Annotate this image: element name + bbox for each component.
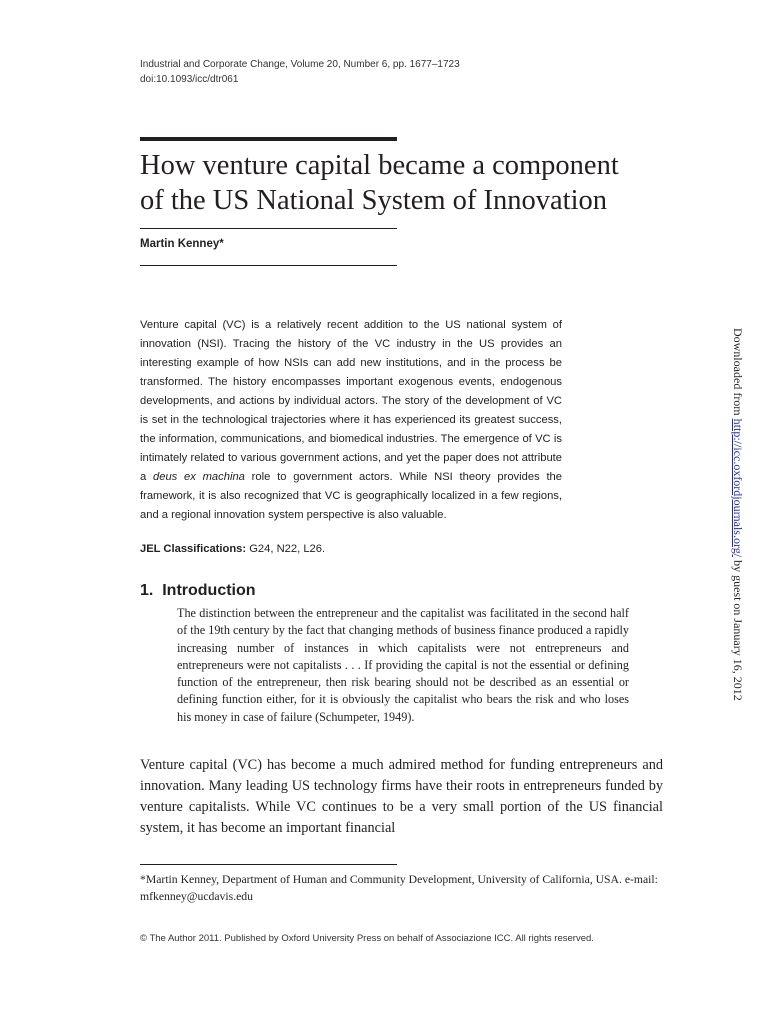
title-line-1: How venture capital became a component xyxy=(140,150,619,181)
abstract-text-1: Venture capital (VC) is a relatively recent addition to the US national system of innovation (NSI). Tracing the history of the VC industry in the US provides an interesting example of how NSIs can add new institutions, and in the process be transformed. The history encompasses important exogenous events, endogenous developments, and actions by individual actors. The story of the development of VC is set in the technological trajectories where it has experienced its greatest success, the information, communications, and biomedical industries. The emergence of VC is intimately related to various government actions, and yet the paper does not attribute a xyxy=(140,319,562,483)
stamp-suffix: by guest on January 16, 2012 xyxy=(731,557,745,701)
journal-line: Industrial and Corporate Change, Volume 20, Number 6, pp. 1677–1723 xyxy=(140,59,460,70)
copyright-notice: © The Author 2011. Published by Oxford University Press on behalf of Associazione ICC. All rights reserved. xyxy=(140,933,594,944)
title-rule xyxy=(140,137,397,141)
abstract xyxy=(140,316,562,525)
stamp-link[interactable]: http://icc.oxfordjournals.org/ xyxy=(731,418,745,558)
footnote-rule xyxy=(140,864,397,865)
abstract-text-2: role to government actors. While NSI theory provides the framework, it is also recognized that VC is geographically localized in a few regions, and a regional innovation system perspective is also valuable. xyxy=(140,471,562,521)
journal-reference xyxy=(140,57,460,87)
jel-label: JEL Classifications: xyxy=(140,543,247,555)
jel-classifications xyxy=(140,541,325,557)
footnote: *Martin Kenney, Department of Human and Community Development, University of California, USA. e-mail: mfkenney@ucdavis.edu xyxy=(140,873,658,903)
body-paragraph: Venture capital (VC) has become a much admired method for funding entrepreneurs and innovation. Many leading US technology firms have their roots in entrepreneurs funded by venture capitalists. While VC continues to be a very small portion of the US financial system, it has become an important financial xyxy=(140,757,663,836)
title-line-2: of the US National System of Innovation xyxy=(140,185,608,216)
jel-codes: G24, N22, L26. xyxy=(249,543,326,555)
epigraph-quote: The distinction between the entrepreneur and the capitalist was facilitated in the second half of the 19th century by the fact that changing methods of business finance produced a rapidly increasing number of instances in which capitalists were not entrepreneurs and entrepreneurs were not capitalists . . . If providing the capital is not the essential or defining function of the entrepreneur, then risk bearing should not be described as an essential or defining function either, for it is obviously the capitalist who bears the risk and who loses his money in case of failure (Schumpeter, 1949). xyxy=(177,606,629,724)
abstract-italic: deus ex machina xyxy=(153,471,245,483)
doi: doi:10.1093/icc/dtr061 xyxy=(140,74,239,85)
section-heading: 1. Introduction xyxy=(140,582,256,599)
author-name: Martin Kenney* xyxy=(140,238,224,250)
stamp-prefix: Downloaded from xyxy=(731,328,745,419)
author-rule-bottom xyxy=(140,265,397,266)
article-title xyxy=(140,148,700,218)
download-stamp xyxy=(730,328,745,701)
author-rule-top xyxy=(140,228,397,229)
